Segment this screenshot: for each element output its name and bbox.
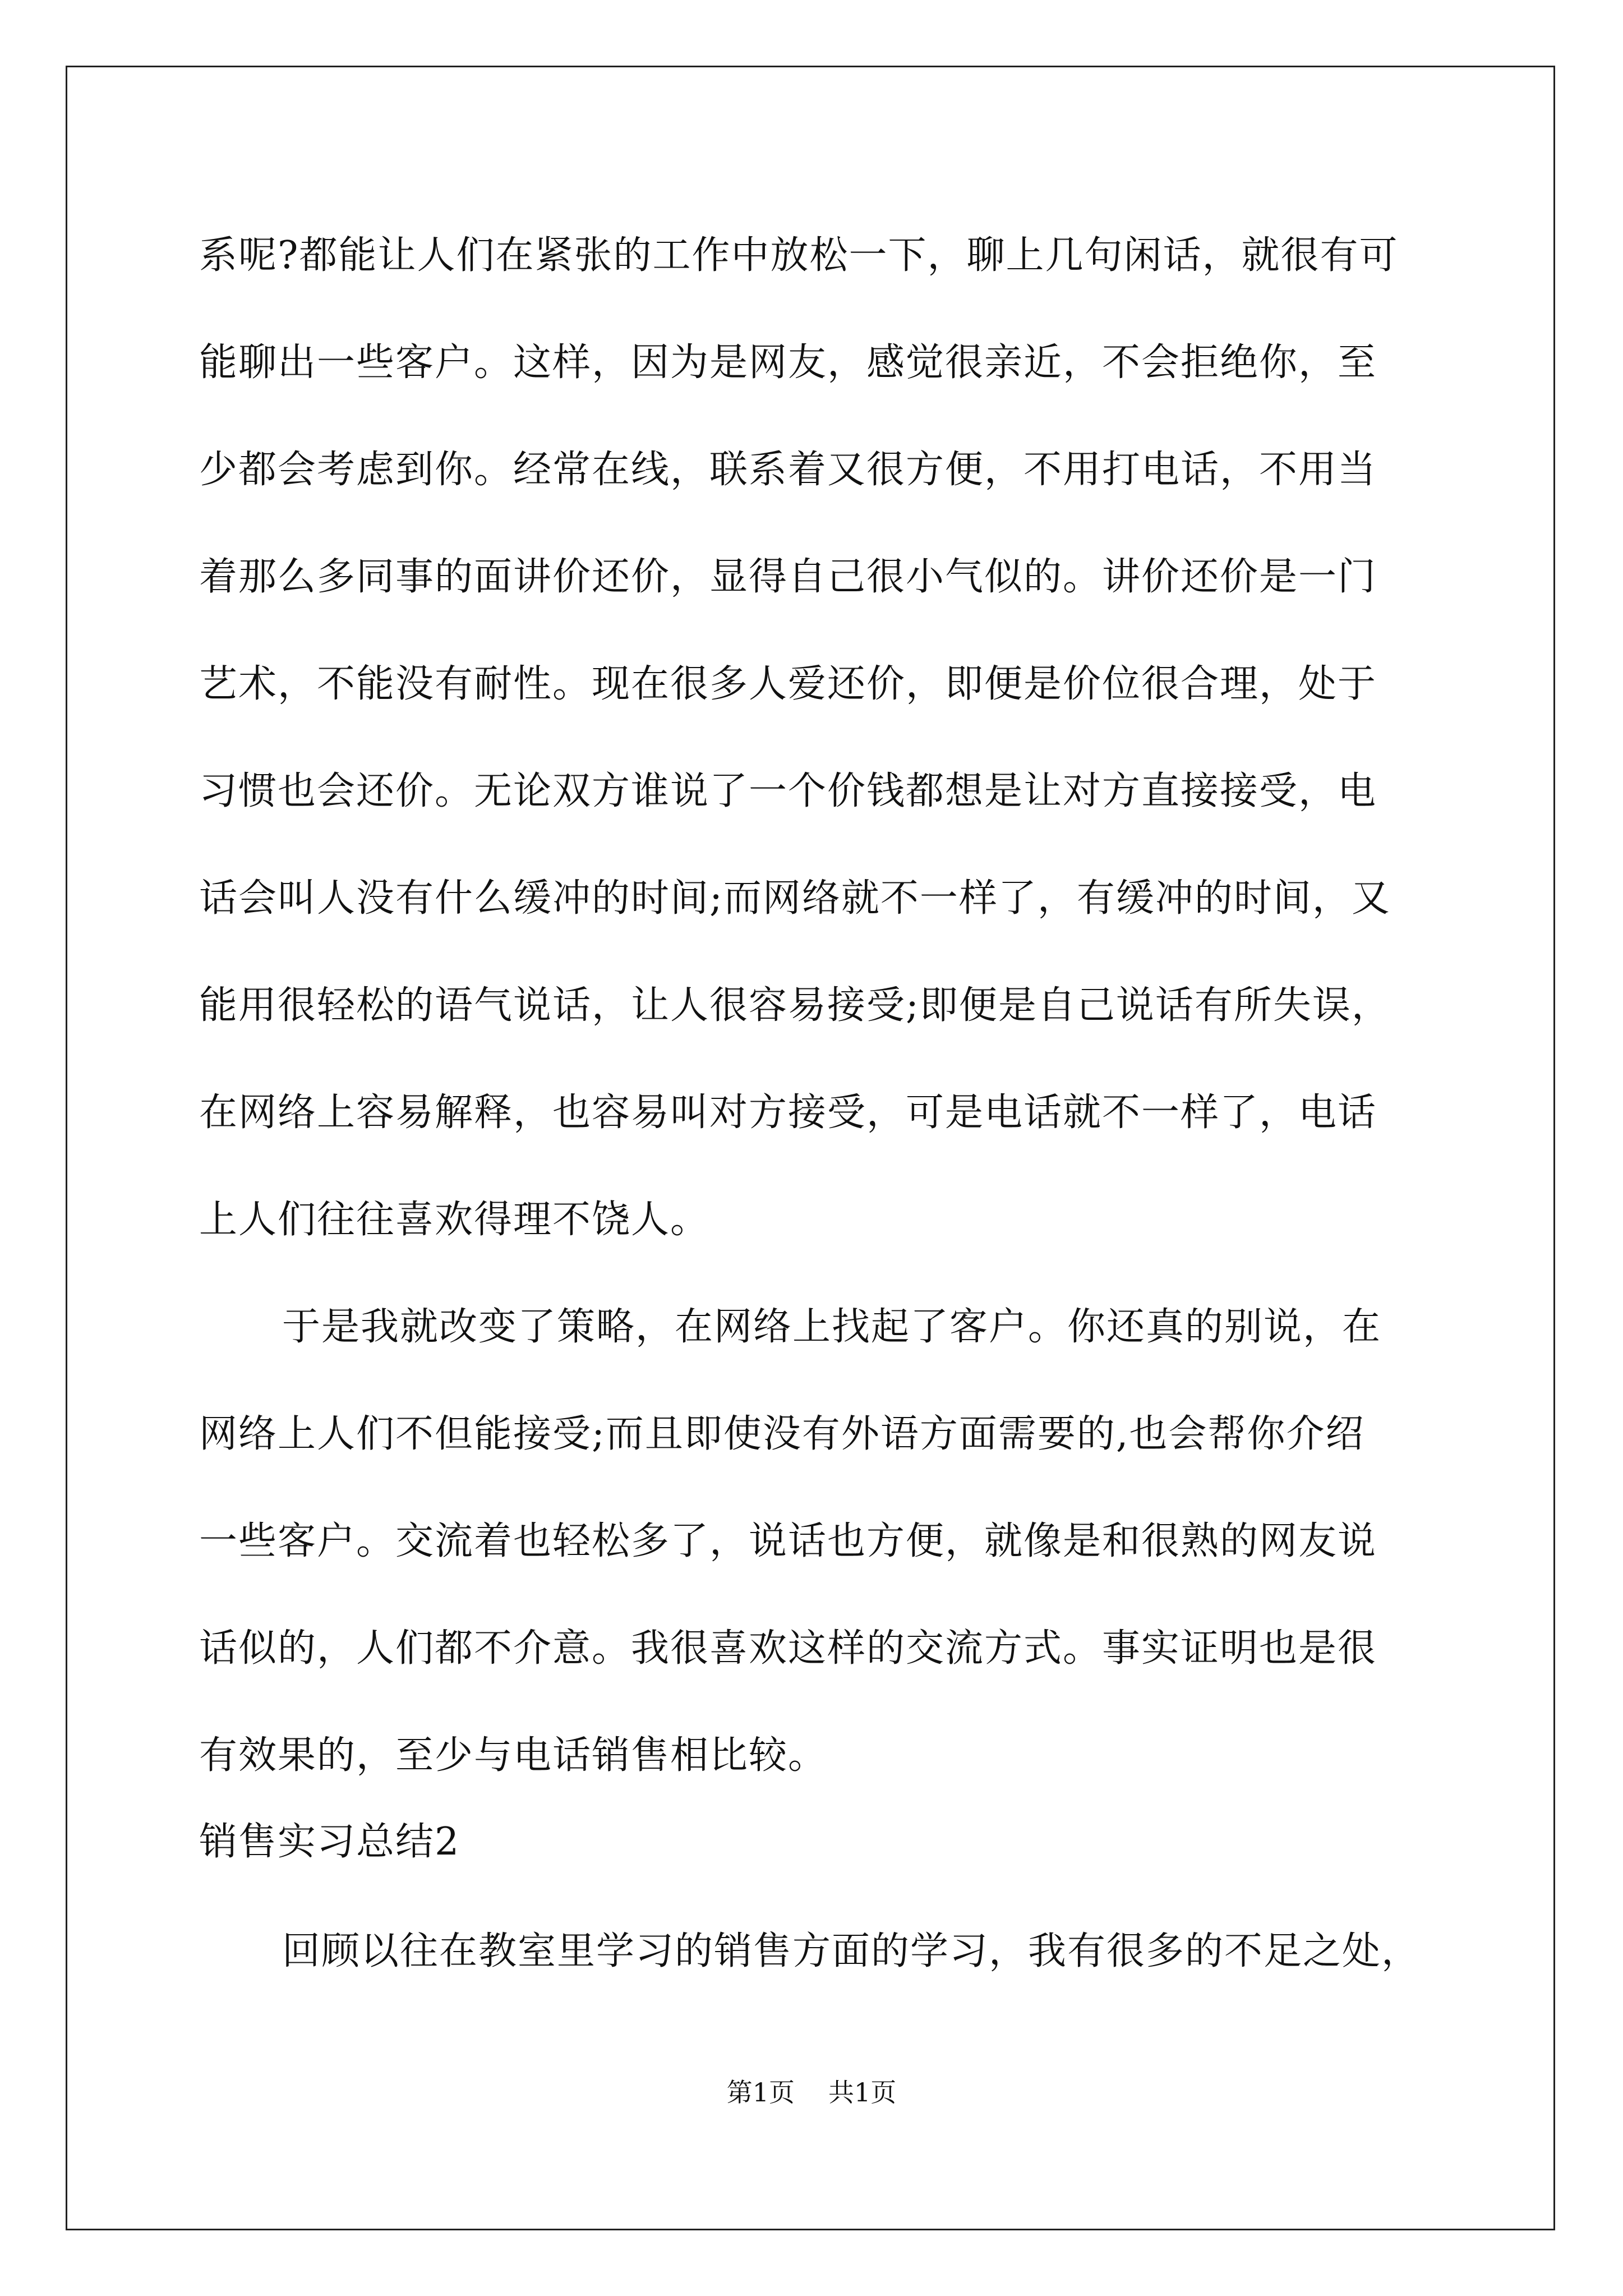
paragraph-line: 系呢?都能让人们在紧张的工作中放松一下，聊上几句闲话，就很有可 xyxy=(199,233,1399,278)
section-heading: 销售实习总结2 xyxy=(199,1820,460,1864)
paragraph-line: 话会叫人没有什么缓冲的时间;而网络就不一样了，有缓冲的时间，又 xyxy=(199,876,1391,921)
document-body-continued xyxy=(199,1898,1433,2005)
paragraph-line: 着那么多同事的面讲价还价，显得自己很小气似的。讲价还价是一门 xyxy=(199,555,1377,599)
paragraph-line: 一些客户。交流着也轻松多了，说话也方便，就像是和很熟的网友说 xyxy=(199,1519,1377,1563)
paragraph-line: 艺术，不能没有耐性。现在很多人爱还价，即便是价位很合理，处于 xyxy=(199,662,1377,706)
page-footer xyxy=(0,2076,1623,2109)
paragraph-line: 于是我就改变了策略，在网络上找起了客户。你还真的别说，在 xyxy=(282,1305,1382,1349)
paragraph-line: 能用很轻松的语气说话，让人很容易接受;即便是自己说话有所失误， xyxy=(199,983,1391,1028)
paragraph-line: 网络上人们不但能接受;而且即使没有外语方面需要的,也会帮你介绍 xyxy=(199,1412,1365,1456)
paragraph-line: 回顾以往在教室里学习的销售方面的学习，我有很多的不足之处， xyxy=(282,1929,1421,1973)
paragraph-line: 上人们往往喜欢得理不饶人。 xyxy=(199,1198,710,1242)
paragraph-line: 在网络上容易解释，也容易叫对方接受，可是电话就不一样了，电话 xyxy=(199,1091,1377,1135)
paragraph-line: 能聊出一些客户。这样，因为是网友，感觉很亲近，不会拒绝你，至 xyxy=(199,341,1377,385)
paragraph-line: 话似的，人们都不介意。我很喜欢这样的交流方式。事实证明也是很 xyxy=(199,1626,1377,1671)
page-number-total: 共1页 xyxy=(828,2077,897,2108)
paragraph-line: 少都会考虑到你。经常在线，联系着又很方便，不用打电话，不用当 xyxy=(199,448,1377,492)
page-number-current: 第1页 xyxy=(726,2077,795,2108)
paragraph-line: 习惯也会还价。无论双方谁说了一个价钱都想是让对方直接接受，电 xyxy=(199,769,1377,813)
document-body xyxy=(199,202,1433,1809)
paragraph-line: 有效果的，至少与电话销售相比较。 xyxy=(199,1733,828,1778)
